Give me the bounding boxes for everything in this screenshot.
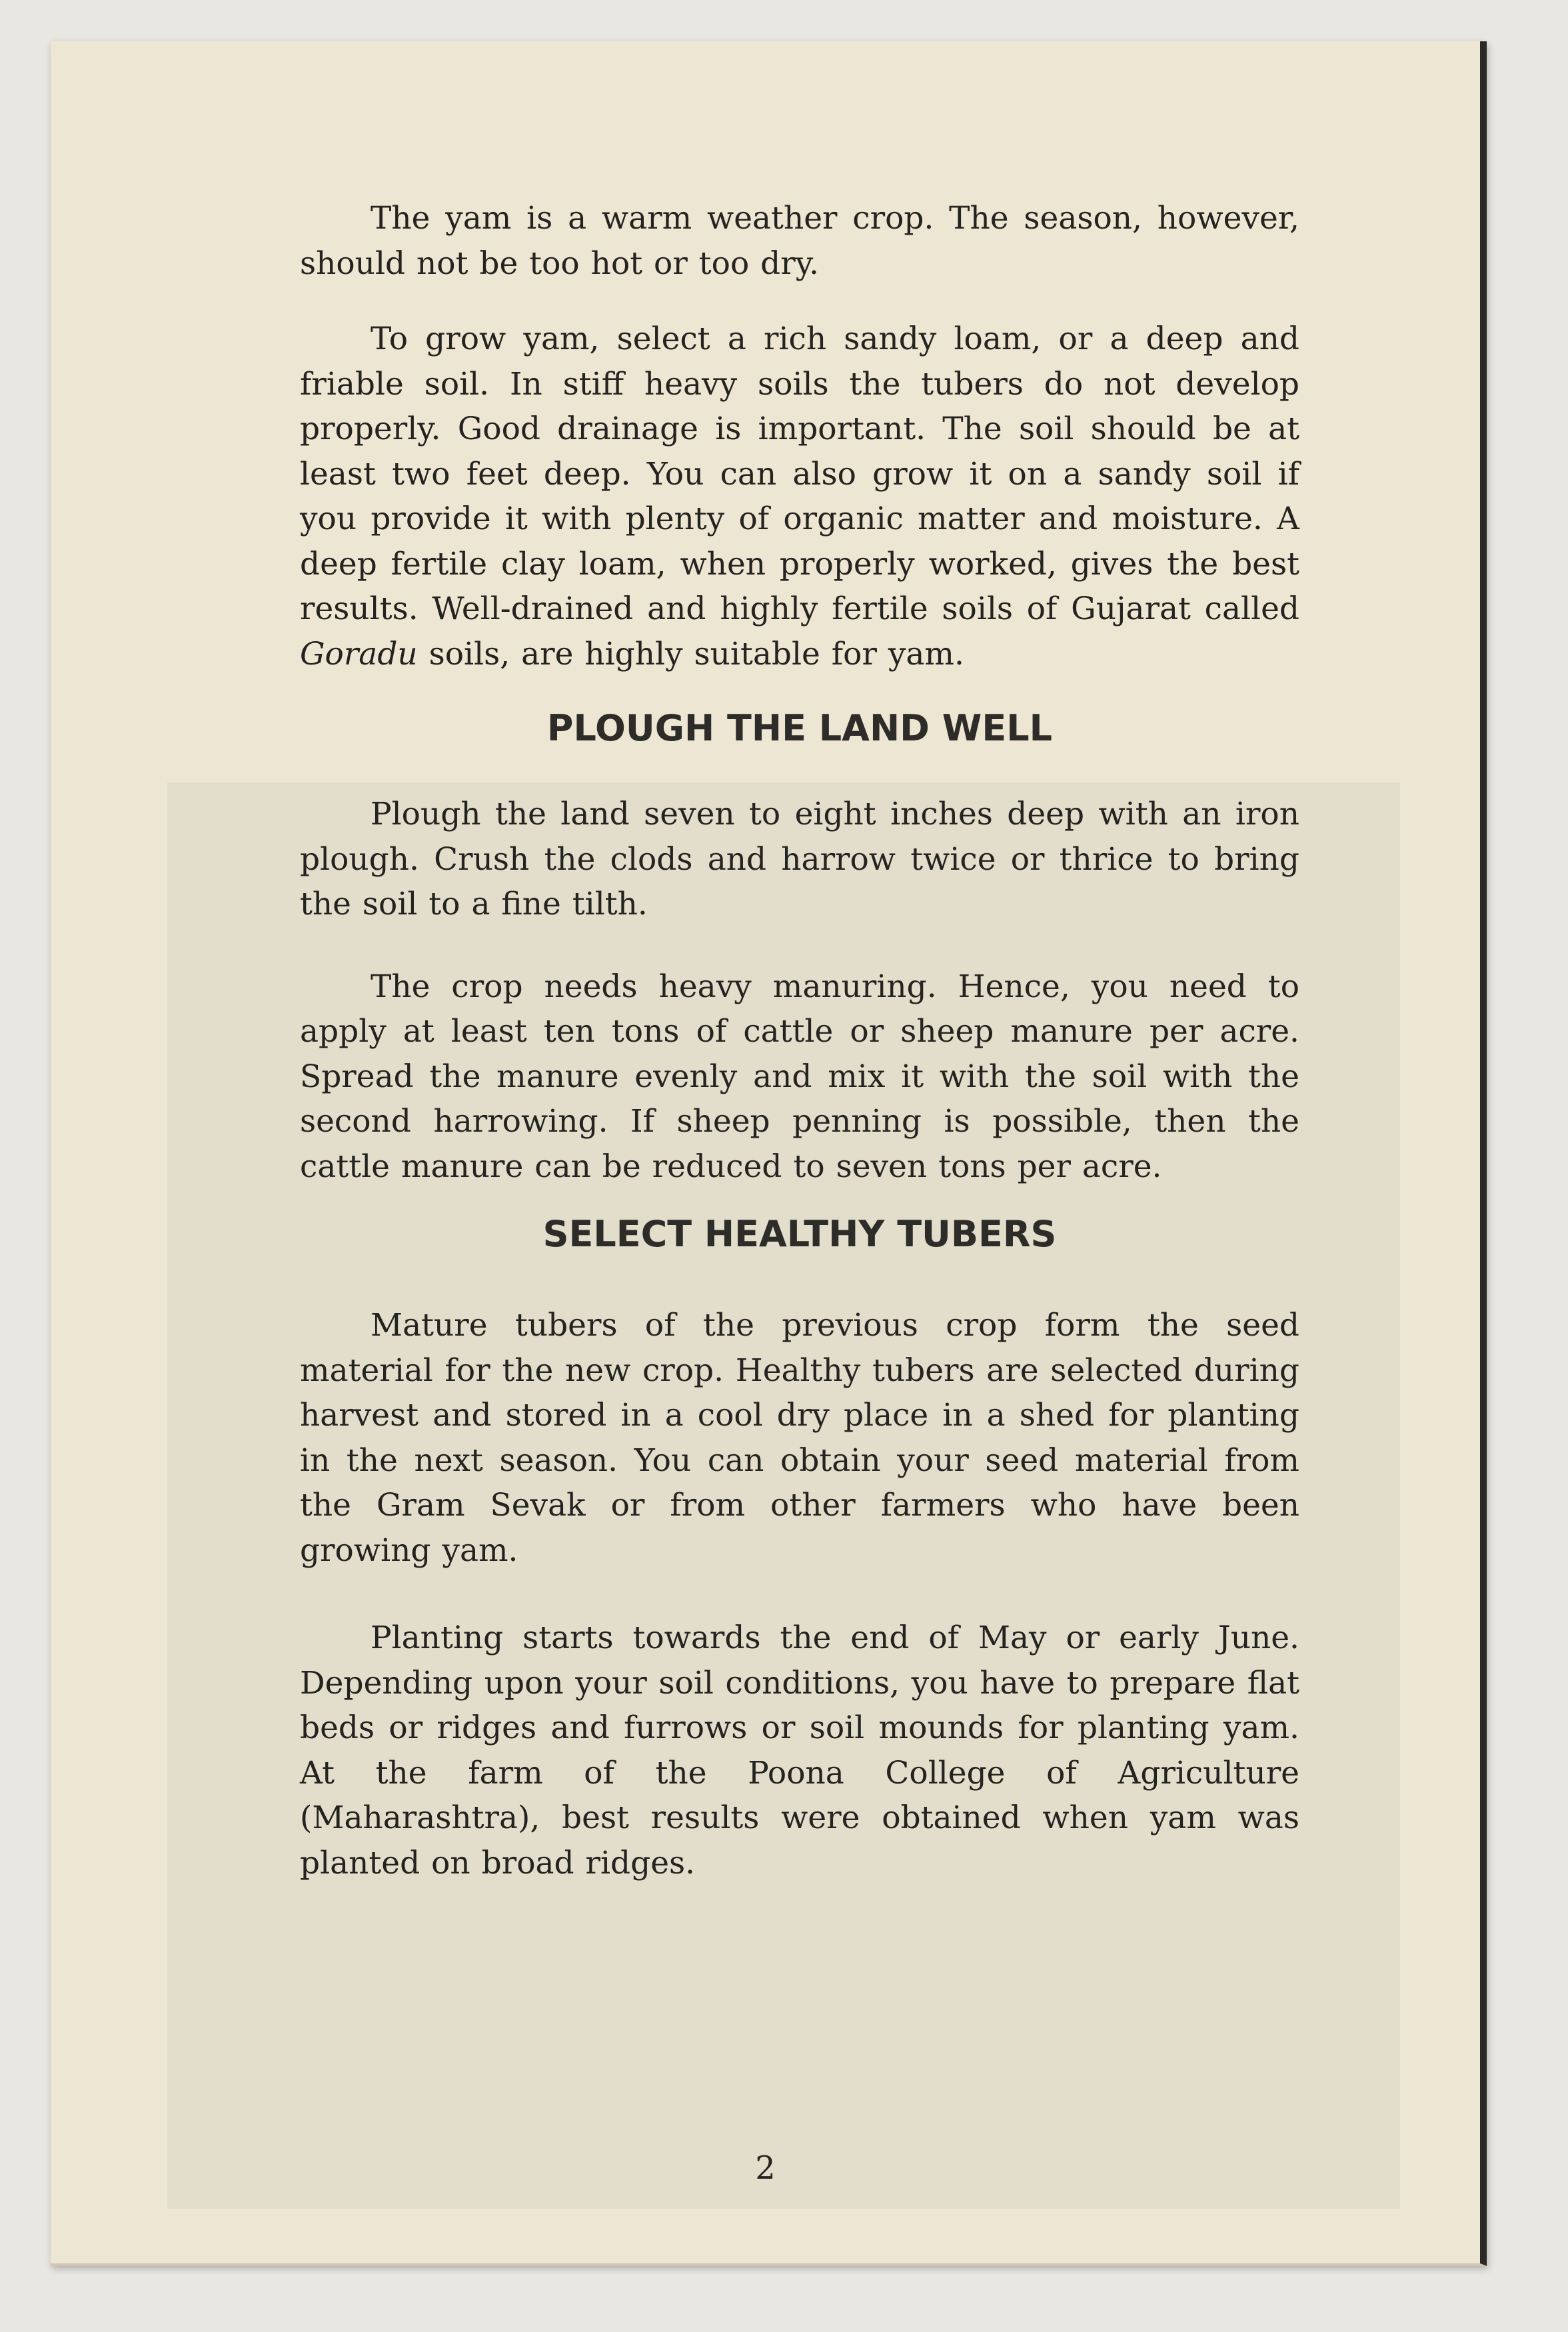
section-heading-tubers: SELECT HEALTHY TUBERS: [542, 1213, 1057, 1255]
page-content: [300, 196, 1299, 1885]
paragraph-planting: Planting starts towards the end of May or early June. Depending upon your soil conditions, you have to prepare flat beds or ridges and furrows or soil mounds for planting yam. At the farm of the Poona College of Agriculture (Maharashtra), best results were obtained when yam was planted on broad ridges.: [300, 1620, 1299, 1881]
section-heading-plough: PLOUGH THE LAND WELL: [546, 707, 1053, 749]
paragraph-plough: Plough the land seven to eight inches deep with an iron plough. Crush the clods and harrow twice or thrice to bring the soil to a fine tilth.: [300, 796, 1299, 922]
page-number: 2: [755, 2149, 776, 2187]
paragraph-soil-text: To grow yam, select a rich sandy loam, or a deep and friable soil. In stiff heavy soils the tubers do not develop properly. Good drainage is important. The soil should be at least two feet deep. You can also grow it on a sandy soil if you provide it with plenty of organic matter and moisture. A deep fertile clay loam, when properly worked, gives the best results. Well-drained and highly fertile soils of Gujarat called: [300, 321, 1299, 627]
paragraph-soil-term: Goradu: [300, 635, 418, 672]
paragraph-soil-text-end: soils, are highly suitable for yam.: [428, 635, 964, 672]
paragraph-yam-climate: The yam is a warm weather crop. The season, however, should not be too hot or too dry.: [300, 200, 1299, 282]
paragraph-seed-material: Mature tubers of the previous crop form the seed material for the new crop. Healthy tubers are selected during harvest and stored in a cool dry place in a shed for planting in the next season. You can obtain your seed material from the Gram Sevak or from other farmers who have been growing yam.: [300, 1307, 1299, 1569]
paragraph-soil: [300, 317, 1299, 676]
document-page: [51, 41, 1487, 2266]
paragraph-manuring: The crop needs heavy manuring. Hence, you need to apply at least ten tons of cattle or sheep manure per acre. Spread the manure evenly and mix it with the soil with the second harrowing. If sheep penning is possible, then the cattle manure can be reduced to seven tons per acre.: [300, 968, 1299, 1185]
